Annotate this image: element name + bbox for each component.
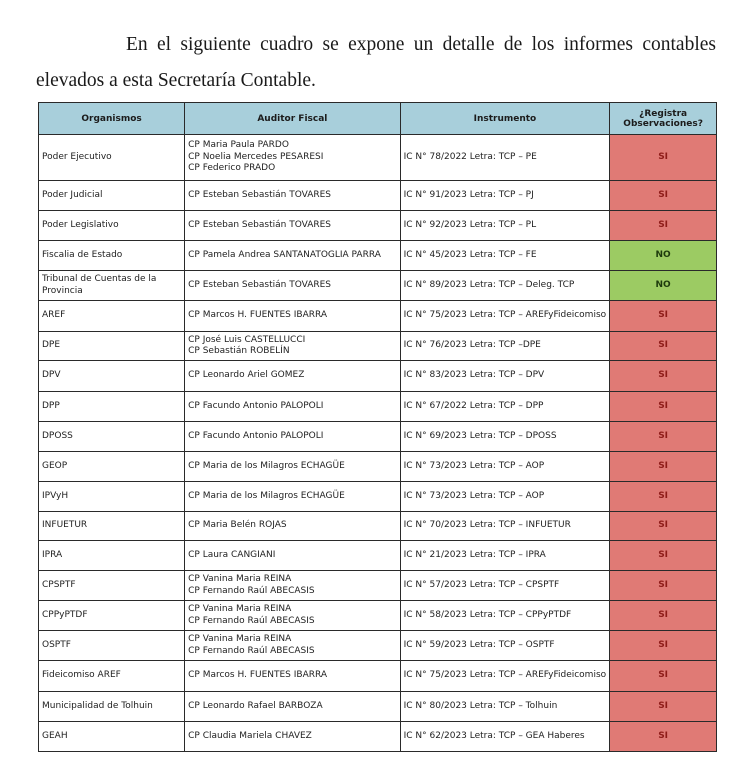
cell-instrumento: IC N° 78/2022 Letra: TCP – PE <box>400 135 610 181</box>
cell-auditor-fiscal <box>185 661 400 692</box>
cell-observaciones-status: SI <box>610 135 717 181</box>
auditor-name: CP Leonardo Ariel GOMEZ <box>188 370 305 381</box>
table-row <box>39 692 717 722</box>
table-row <box>39 422 717 452</box>
intro-paragraph-line-1: En el siguiente cuadro se expone un detalle de los informes contables <box>126 34 716 55</box>
cell-auditor-fiscal <box>185 512 400 541</box>
cell-instrumento: IC N° 62/2023 Letra: TCP – GEA Haberes <box>400 722 610 752</box>
cell-instrumento: IC N° 91/2023 Letra: TCP – PJ <box>400 181 610 211</box>
auditor-name: CP Sebastián ROBELÍN <box>188 346 290 356</box>
cell-auditor-fiscal <box>185 135 400 181</box>
table-row <box>39 482 717 512</box>
cell-auditor-fiscal <box>185 722 400 752</box>
cell-auditor-fiscal <box>185 452 400 482</box>
cell-organismo: GEAH <box>39 722 185 752</box>
table-row <box>39 271 717 301</box>
auditor-name: CP Facundo Antonio PALOPOLI <box>188 400 324 411</box>
intro-paragraph-line-2: elevados a esta Secretaría Contable. <box>36 70 316 91</box>
cell-organismo: AREF <box>39 301 185 332</box>
cell-auditor-fiscal <box>185 301 400 332</box>
table-row <box>39 452 717 482</box>
cell-instrumento: IC N° 21/2023 Letra: TCP – IPRA <box>400 541 610 571</box>
cell-organismo: CPPyPTDF <box>39 601 185 631</box>
table-row <box>39 211 717 241</box>
cell-observaciones-status: SI <box>610 422 717 452</box>
cell-instrumento: IC N° 70/2023 Letra: TCP – INFUETUR <box>400 512 610 541</box>
cell-organismo: Poder Legislativo <box>39 211 185 241</box>
cell-observaciones-status: NO <box>610 241 717 271</box>
cell-instrumento: IC N° 75/2023 Letra: TCP – AREFyFideicomiso <box>400 661 610 692</box>
auditor-name: CP Vanina Maria REINA <box>188 604 292 614</box>
cell-organismo: Municipalidad de Tolhuin <box>39 692 185 722</box>
cell-observaciones-status: SI <box>610 392 717 422</box>
cell-organismo: Poder Ejecutivo <box>39 135 185 181</box>
cell-instrumento: IC N° 73/2023 Letra: TCP – AOP <box>400 452 610 482</box>
cell-instrumento: IC N° 57/2023 Letra: TCP – CPSPTF <box>400 571 610 601</box>
cell-organismo: Poder Judicial <box>39 181 185 211</box>
cell-auditor-fiscal <box>185 692 400 722</box>
auditor-name: CP Esteban Sebastián TOVARES <box>188 219 332 230</box>
cell-observaciones-status: SI <box>610 571 717 601</box>
cell-organismo: GEOP <box>39 452 185 482</box>
auditor-name: CP Fernando Raúl ABECASIS <box>188 645 315 656</box>
cell-organismo: DPP <box>39 392 185 422</box>
auditor-name: CP Marcos H. FUENTES IBARRA <box>188 670 328 681</box>
cell-auditor-fiscal <box>185 241 400 271</box>
table-row <box>39 722 717 752</box>
auditor-name: CP Maria Belén ROJAS <box>188 520 287 531</box>
cell-observaciones-status: SI <box>610 211 717 241</box>
auditor-name: CP José Luis CASTELLUCCI <box>188 334 306 345</box>
header-instrumento: Instrumento <box>400 103 610 135</box>
cell-observaciones-status: SI <box>610 301 717 332</box>
cell-instrumento: IC N° 69/2023 Letra: TCP – DPOSS <box>400 422 610 452</box>
cell-organismo: DPV <box>39 361 185 392</box>
cell-observaciones-status: SI <box>610 661 717 692</box>
header-auditor-fiscal: Auditor Fiscal <box>185 103 400 135</box>
auditor-name: CP Noelia Mercedes PESARESI <box>188 151 324 162</box>
header-organismos: Organismos <box>39 103 185 135</box>
cell-auditor-fiscal <box>185 422 400 452</box>
cell-observaciones-status: SI <box>610 541 717 571</box>
table-header-row <box>39 103 717 135</box>
cell-auditor-fiscal <box>185 181 400 211</box>
cell-organismo: DPOSS <box>39 422 185 452</box>
cell-organismo: CPSPTF <box>39 571 185 601</box>
auditor-name: CP Facundo Antonio PALOPOLI <box>188 430 324 441</box>
cell-organismo: Fiscalia de Estado <box>39 241 185 271</box>
cell-organismo: OSPTF <box>39 631 185 661</box>
cell-organismo: INFUETUR <box>39 512 185 541</box>
cell-auditor-fiscal <box>185 361 400 392</box>
cell-organismo: Fideicomiso AREF <box>39 661 185 692</box>
cell-observaciones-status: SI <box>610 361 717 392</box>
cell-instrumento: IC N° 80/2023 Letra: TCP – Tolhuin <box>400 692 610 722</box>
cell-observaciones-status: SI <box>610 181 717 211</box>
table-body <box>39 135 717 752</box>
cell-instrumento: IC N° 59/2023 Letra: TCP – OSPTF <box>400 631 610 661</box>
cell-instrumento: IC N° 76/2023 Letra: TCP –DPE <box>400 332 610 361</box>
cell-instrumento: IC N° 89/2023 Letra: TCP – Deleg. TCP <box>400 271 610 301</box>
cell-observaciones-status: SI <box>610 631 717 661</box>
cell-observaciones-status: NO <box>610 271 717 301</box>
cell-observaciones-status: SI <box>610 332 717 361</box>
cell-organismo: DPE <box>39 332 185 361</box>
cell-auditor-fiscal <box>185 482 400 512</box>
cell-auditor-fiscal <box>185 601 400 631</box>
table-row <box>39 332 717 361</box>
table-row <box>39 181 717 211</box>
cell-organismo: IPVyH <box>39 482 185 512</box>
cell-instrumento: IC N° 58/2023 Letra: TCP – CPPyPTDF <box>400 601 610 631</box>
auditor-name: CP Leonardo Rafael BARBOZA <box>188 700 323 711</box>
auditor-name: CP Esteban Sebastián TOVARES <box>188 189 332 200</box>
cell-auditor-fiscal <box>185 631 400 661</box>
cell-instrumento: IC N° 92/2023 Letra: TCP – PL <box>400 211 610 241</box>
auditor-name: CP Maria Paula PARDO <box>188 140 289 151</box>
cell-instrumento: IC N° 83/2023 Letra: TCP – DPV <box>400 361 610 392</box>
cell-instrumento: IC N° 67/2022 Letra: TCP – DPP <box>400 392 610 422</box>
table-row <box>39 541 717 571</box>
cell-observaciones-status: SI <box>610 512 717 541</box>
auditor-name: CP Esteban Sebastián TOVARES <box>188 279 332 290</box>
cell-instrumento: IC N° 45/2023 Letra: TCP – FE <box>400 241 610 271</box>
cell-instrumento: IC N° 75/2023 Letra: TCP – AREFyFideicomiso <box>400 301 610 332</box>
table-row <box>39 392 717 422</box>
cell-auditor-fiscal <box>185 571 400 601</box>
cell-observaciones-status: SI <box>610 482 717 512</box>
auditor-name: CP Maria de los Milagros ECHAGÜE <box>188 460 345 471</box>
table-row <box>39 301 717 332</box>
auditor-name: CP Laura CANGIANI <box>188 549 276 560</box>
cell-organismo: Tribunal de Cuentas de la Provincia <box>39 271 185 301</box>
cell-auditor-fiscal <box>185 541 400 571</box>
cell-instrumento: IC N° 73/2023 Letra: TCP – AOP <box>400 482 610 512</box>
auditor-name: CP Pamela Andrea SANTANATOGLIA PARRA <box>188 249 381 260</box>
auditor-name: CP Fernando Raúl ABECASIS <box>188 585 315 596</box>
cell-observaciones-status: SI <box>610 601 717 631</box>
cell-observaciones-status: SI <box>610 722 717 752</box>
table-row <box>39 601 717 631</box>
cell-auditor-fiscal <box>185 392 400 422</box>
table-row <box>39 241 717 271</box>
cell-auditor-fiscal <box>185 271 400 301</box>
auditor-name: CP Maria de los Milagros ECHAGÜE <box>188 490 345 501</box>
table-row <box>39 135 717 181</box>
cell-observaciones-status: SI <box>610 452 717 482</box>
auditor-name: CP Vanina Maria REINA <box>188 634 292 644</box>
auditor-name: CP Fernando Raúl ABECASIS <box>188 615 315 626</box>
auditor-name: CP Vanina Maria REINA <box>188 574 292 584</box>
table-row <box>39 661 717 692</box>
informes-table <box>38 102 717 752</box>
cell-auditor-fiscal <box>185 211 400 241</box>
cell-auditor-fiscal <box>185 332 400 361</box>
auditor-name: CP Claudia Mariela CHAVEZ <box>188 730 312 741</box>
auditor-name: CP Federico PRADO <box>188 163 276 174</box>
cell-organismo: IPRA <box>39 541 185 571</box>
table-row <box>39 631 717 661</box>
table-row <box>39 512 717 541</box>
table-row <box>39 571 717 601</box>
auditor-name: CP Marcos H. FUENTES IBARRA <box>188 310 328 321</box>
cell-observaciones-status: SI <box>610 692 717 722</box>
table-row <box>39 361 717 392</box>
header-registra-observaciones: ¿Registra Observaciones? <box>610 103 717 135</box>
